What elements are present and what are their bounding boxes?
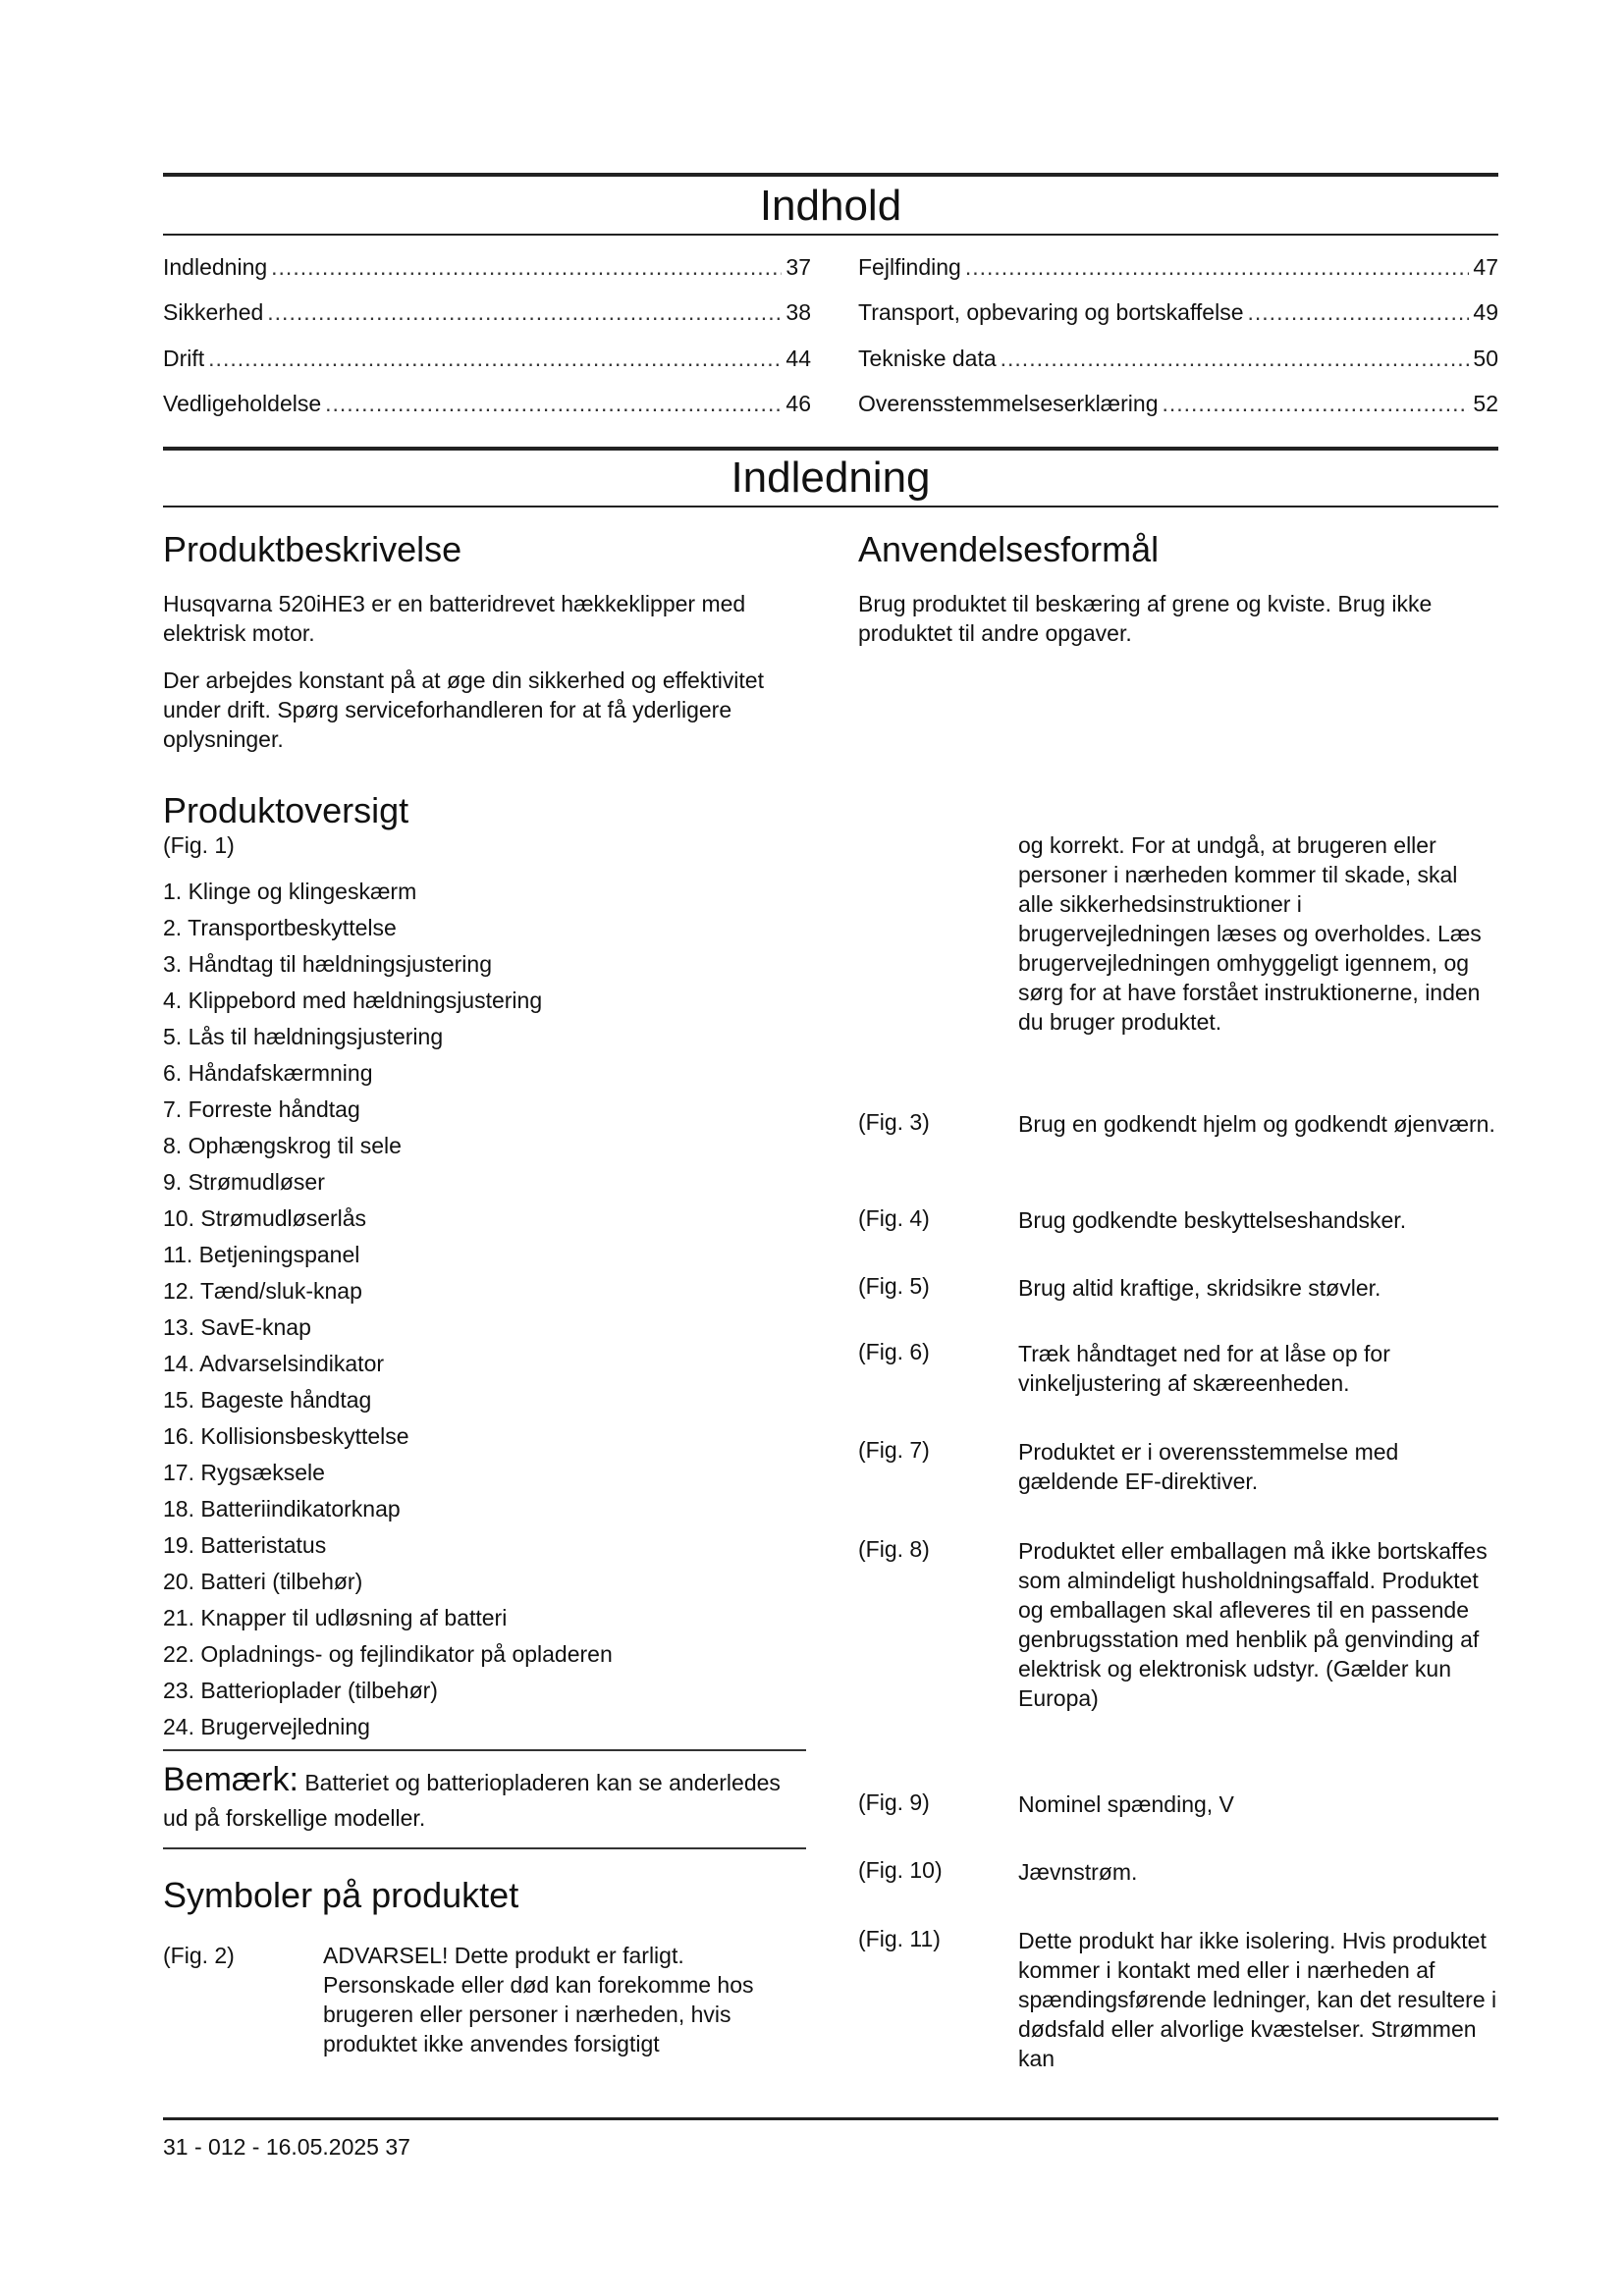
product-overview-item: 17. Rygsæksele — [163, 1460, 325, 1485]
fig-ref: (Fig. 5) — [858, 1273, 930, 1299]
fig-description: Træk håndtaget ned for at låse op for vinkeljustering af skæreenheden. — [1018, 1341, 1390, 1396]
fig-description: Nominel spænding, V — [1018, 1791, 1234, 1817]
product-overview-item: 8. Ophængskrog til sele — [163, 1133, 402, 1158]
toc-top-rule — [163, 173, 1498, 177]
product-overview-item: 20. Batteri (tilbehør) — [163, 1569, 363, 1594]
footer-text: 31 - 012 - 16.05.2025 37 — [163, 2134, 410, 2160]
toc-entry-indledning[interactable]: Indledning ..... 37 — [163, 252, 811, 282]
product-overview-item: 3. Håndtag til hældningsjustering — [163, 951, 492, 977]
note-label: Bemærk: — [163, 1761, 298, 1798]
product-overview-item: 13. SavE-knap — [163, 1314, 311, 1340]
product-overview-item: 14. Advarselsindikator — [163, 1351, 385, 1376]
product-overview-item: 2. Transportbeskyttelse — [163, 915, 397, 940]
fig-ref: (Fig. 11) — [858, 1926, 941, 1951]
fig-ref: (Fig. 8) — [858, 1536, 930, 1562]
product-description-p1: Husqvarna 520iHE3 er en batteridrevet hækkeklipper med elektrisk motor. — [163, 591, 746, 646]
product-overview-item: 16. Kollisionsbeskyttelse — [163, 1423, 409, 1449]
product-overview-item: 6. Håndafskærmning — [163, 1060, 373, 1086]
fig-ref: (Fig. 6) — [858, 1339, 930, 1364]
toc-title: Indhold — [759, 182, 902, 230]
product-overview-item: 10. Strømudløserlås — [163, 1205, 367, 1231]
product-overview-item: 22. Opladnings- og fejlindikator på opladeren — [163, 1641, 613, 1667]
intended-use-p1: Brug produktet til beskæring af grene og kviste. Brug ikke produktet til andre opgaver. — [858, 591, 1433, 646]
fig-description: Brug en godkendt hjelm og godkendt øjenværn. — [1018, 1111, 1495, 1137]
fig-ref: (Fig. 3) — [858, 1109, 930, 1135]
toc-title-rule — [163, 234, 1498, 236]
product-overview-item: 5. Lås til hældningsjustering — [163, 1024, 444, 1049]
note-text: Batteriet og batteriopladeren kan se anderledes ud på forskellige modeller. — [163, 1770, 781, 1831]
fig2-continuation: og korrekt. For at undgå, at brugeren eller personer i nærheden kommer til skade, skal alle sikkerhedsinstruktioner i brugervejledningen læses og overholdes. Læs brugervejledningen omhyggeligt igennem, og sørg for at have forstået instruktionerne, inden du bruger produktet. — [1018, 832, 1482, 1035]
product-overview-item: 15. Bageste håndtag — [163, 1387, 372, 1413]
toc-entry-transport[interactable]: Transport, opbevaring og bortskaffelse ..... 49 — [858, 297, 1498, 327]
chapter-title-rule — [163, 506, 1498, 507]
product-description-heading: Produktbeskrivelse — [163, 529, 462, 569]
product-overview-item: 21. Knapper til udløsning af batteri — [163, 1605, 508, 1630]
symbols-heading: Symboler på produktet — [163, 1875, 519, 1915]
toc-entry-overensstemmelse[interactable]: Overensstemmelseserklæring ..... 52 — [858, 389, 1498, 418]
toc-entry-tekniske-data[interactable]: Tekniske data ..... 50 — [858, 344, 1498, 373]
footer-rule — [163, 2117, 1498, 2120]
product-overview-item: 4. Klippebord med hældningsjustering — [163, 988, 543, 1013]
product-overview-fig-ref: (Fig. 1) — [163, 832, 235, 858]
fig-description: Brug altid kraftige, skridsikre støvler. — [1018, 1275, 1381, 1301]
product-description-p2: Der arbejdes konstant på at øge din sikkerhed og effektivitet under drift. Spørg serviceforhandleren for at få yderligere oplysninger. — [163, 667, 764, 752]
product-overview-item: 19. Batteristatus — [163, 1532, 327, 1558]
toc-entry-vedligeholdelse[interactable]: Vedligeholdelse ..... 46 — [163, 389, 811, 418]
fig-ref: (Fig. 9) — [858, 1789, 930, 1815]
product-overview-item: 12. Tænd/sluk-knap — [163, 1278, 362, 1304]
product-overview-item: 1. Klinge og klingeskærm — [163, 879, 417, 904]
note-top-rule — [163, 1749, 806, 1751]
product-overview-list — [163, 874, 811, 1745]
chapter-top-rule — [163, 447, 1498, 451]
intended-use-heading: Anvendelsesformål — [858, 529, 1160, 569]
fig-ref: (Fig. 7) — [858, 1437, 930, 1463]
toc-entry-fejlfinding[interactable]: Fejlfinding ..... 47 — [858, 252, 1498, 282]
fig-description: Produktet er i overensstemmelse med gældende EF-direktiver. — [1018, 1439, 1399, 1494]
fig-description: Jævnstrøm. — [1018, 1859, 1138, 1885]
toc-entry-drift[interactable]: Drift ..... 44 — [163, 344, 811, 373]
product-overview-heading: Produktoversigt — [163, 790, 409, 830]
product-overview-item: 18. Batteriindikatorknap — [163, 1496, 401, 1522]
product-overview-item: 23. Batterioplader (tilbehør) — [163, 1678, 438, 1703]
fig-ref: (Fig. 10) — [858, 1857, 943, 1883]
note-bottom-rule — [163, 1847, 806, 1849]
fig-ref: (Fig. 4) — [858, 1205, 930, 1231]
fig-description: Brug godkendte beskyttelseshandsker. — [1018, 1207, 1407, 1233]
fig2-ref: (Fig. 2) — [163, 1943, 235, 1968]
toc-entry-sikkerhed[interactable]: Sikkerhed ..... 38 — [163, 297, 811, 327]
note-box — [163, 1762, 806, 1836]
fig2-text: ADVARSEL! Dette produkt er farligt. Personskade eller død kan forekomme hos brugeren eller personer i nærheden, hvis produktet ikke anvendes forsigtigt — [323, 1943, 754, 2056]
chapter-title: Indledning — [731, 454, 931, 502]
product-overview-item: 9. Strømudløser — [163, 1169, 325, 1195]
fig-description: Produktet eller emballagen må ikke bortskaffes som almindeligt husholdningsaffald. Produktet og emballagen skal afleveres til en passende genbrugsstation med henblik på genvinding af elektrisk og elektronisk udstyr. (Gælder kun Europa) — [1018, 1538, 1488, 1711]
fig-description: Dette produkt har ikke isolering. Hvis produktet kommer i kontakt med eller i nærheden af spændingsførende ledninger, kan det resultere i dødsfald eller alvorlige kvæstelser. Strømmen kan — [1018, 1928, 1497, 2071]
product-overview-item: 11. Betjeningspanel — [163, 1242, 360, 1267]
product-overview-item: 24. Brugervejledning — [163, 1714, 370, 1739]
product-overview-item: 7. Forreste håndtag — [163, 1096, 360, 1122]
